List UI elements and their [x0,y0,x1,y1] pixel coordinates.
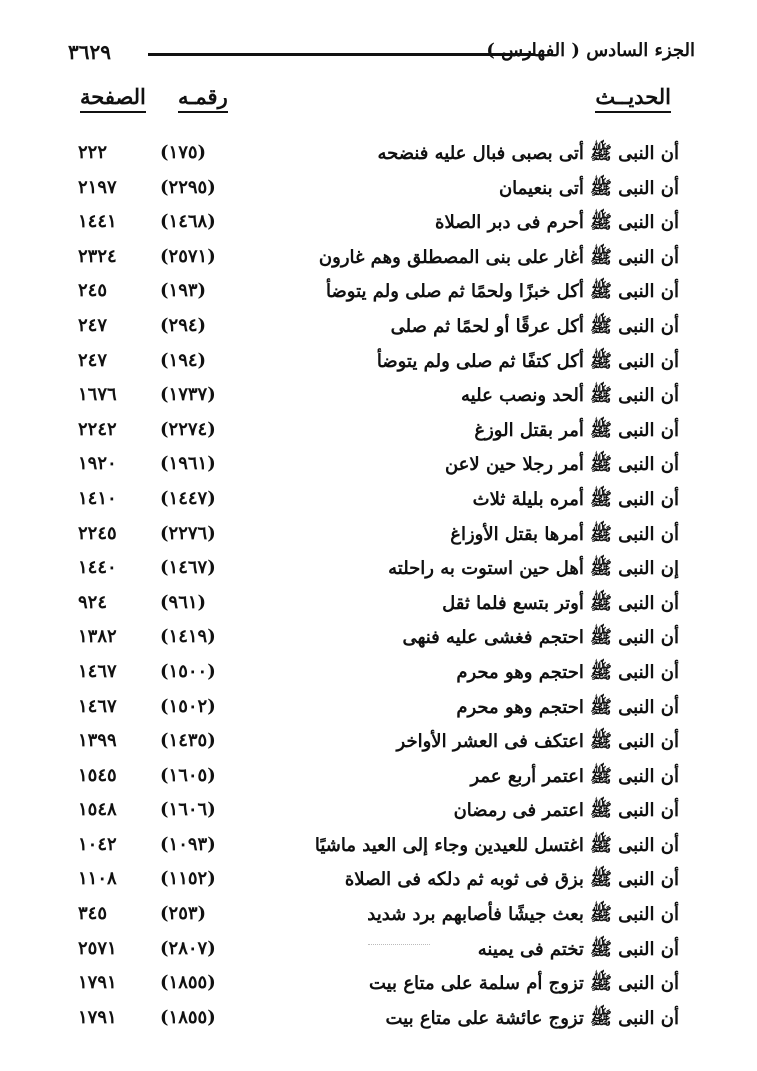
table-row [60,313,679,348]
hadith-text: أن النبى ﷺ أمر بقتل الوزغ [474,419,679,441]
hadith-text: أن النبى ﷺ أمرها بقتل الأوزاغ [450,523,679,545]
hadith-text: أن النبى ﷺ أمر رجلا حين لاعن [444,454,679,476]
faint-dotted-mark [368,944,430,945]
table-row [60,521,679,556]
page-ref: ١٦٧٦ [78,384,117,406]
table-row [60,382,679,417]
column-heading-number: رقمـه [178,84,228,113]
hadith-text: أن النبى ﷺ تختم فى يمينه [477,938,679,960]
hadith-text: أن النبى ﷺ احتجم فغشى عليه فنهى [402,627,679,649]
hadith-number: (١٤٣٥) [160,730,216,752]
page-ref: ١٣٩٩ [78,730,117,752]
hadith-text: أن النبى ﷺ أغار على بنى المصطلق وهم غارون [318,246,679,268]
page-ref: ١٥٤٨ [78,799,117,821]
table-row [60,486,679,521]
page-ref: ٢٢٢ [78,142,108,163]
hadith-text: أن النبى ﷺ أتى بنعيمان [498,177,679,199]
table-row [60,348,679,383]
hadith-text: أن النبى ﷺ أمره بليلة ثلاث [472,488,679,510]
column-heading-page: الصفحة [80,84,146,113]
page-ref: ١٣٨٢ [78,626,117,648]
page-ref: ١٧٩١ [78,972,117,994]
page-ref: ١٠٤٢ [78,833,117,855]
hadith-text: أن النبى ﷺ احتجم وهو محرم [456,661,679,683]
hadith-number: (١٦٠٦) [160,799,216,821]
table-row [60,763,679,798]
hadith-text: أن النبى ﷺ تزوج عائشة على متاع بيت [385,1007,679,1029]
hadith-number: (٢٥٣) [160,903,207,925]
hadith-text: أن النبى ﷺ ألحد ونصب عليه [461,385,679,407]
hadith-number: (١٩٦١) [160,453,216,475]
hadith-text: أن النبى ﷺ أتى بصبى فبال عليه فنضحه [377,143,679,164]
table-row [60,728,679,763]
table-row [60,832,679,867]
page-ref: ١٤٦٧ [78,695,117,717]
hadith-number: (١٨٥٥) [160,1006,216,1028]
page-ref: ٢٤٥ [78,280,108,302]
hadith-number: (٩٦١) [160,591,207,613]
page-ref: ٢٢٤٥ [78,522,117,544]
page-ref: ١٩٢٠ [78,453,117,475]
hadith-text: أن النبى ﷺ بزق فى ثوبه ثم دلكه فى الصلاة [344,869,679,891]
table-row [60,175,679,210]
hadith-text: أن النبى ﷺ أكل عرقًا أو لحمًا ثم صلى [390,315,679,337]
table-row [60,555,679,590]
hadith-number: (٢٢٩٥) [160,176,216,198]
hadith-text: أن النبى ﷺ اعتمر فى رمضان [453,800,679,822]
hadith-text: أن النبى ﷺ اغتسل للعيدين وجاء إلى العيد ماشيًا [314,834,679,856]
hadith-number: (١٥٠٠) [160,660,216,682]
page-ref: ١٥٤٥ [78,764,117,786]
page-ref: ٢١٩٧ [78,176,117,198]
page-ref: ٢٤٧ [78,314,108,336]
page-ref: ١١٠٨ [78,868,117,890]
hadith-text: أن النبى ﷺ تزوج أم سلمة على متاع بيت [368,973,679,995]
hadith-text: أن النبى ﷺ بعث جيشًا فأصابهم برد شديد [367,904,679,926]
page-ref: ٣٤٥ [78,903,108,925]
hadith-number: (١١٥٢) [160,868,216,890]
hadith-number: (١٠٩٣) [160,833,216,855]
header-rule [148,53,535,56]
page-ref: ١٤٤١ [78,211,117,233]
hadith-text: أن النبى ﷺ احتجم وهو محرم [456,696,679,718]
hadith-number: (١٧٣٧) [160,384,216,406]
hadith-number: (١٤٦٧) [160,557,216,579]
hadith-number: (١٤١٩) [160,626,216,648]
hadith-text: أن النبى ﷺ اعتكف فى العشر الأواخر [396,731,679,753]
page-ref: ٩٢٤ [78,591,108,613]
hadith-number: (١٤٤٧) [160,487,216,509]
page-ref: ٢٤٧ [78,349,108,371]
table-row [60,659,679,694]
hadith-number: (١٨٥٥) [160,972,216,994]
table-row [60,417,679,452]
table-row [60,140,679,175]
hadith-number: (١٧٥) [160,142,207,163]
running-title: الجزء السادس ( الفهارس ) [486,40,695,61]
hadith-text: أن النبى ﷺ أكل كتفًا ثم صلى ولم يتوضأ [376,350,679,372]
hadith-number: (٢٢٧٦) [160,522,216,544]
table-row [60,936,679,971]
table-row [60,590,679,625]
hadith-number: (١٤٦٨) [160,211,216,233]
hadith-text: أن النبى ﷺ اعتمر أربع عمر [470,765,679,787]
table-row [60,797,679,832]
hadith-number: (١٩٣) [160,280,207,302]
page-ref: ١٤١٠ [78,487,117,509]
hadith-number: (٢٥٧١) [160,245,216,267]
hadith-number: (١٦٠٥) [160,764,216,786]
table-row [60,278,679,313]
hadith-text: أن النبى ﷺ أوتر بتسع فلما ثقل [442,592,679,614]
page-ref: ٢٢٤٢ [78,418,117,440]
table-row [60,694,679,729]
running-header [68,40,695,66]
hadith-text: إن النبى ﷺ أهل حين استوت به راحلته [388,558,679,580]
table-row [60,866,679,901]
column-heading-hadith: الحديــث [595,84,671,113]
table-row [60,209,679,244]
hadith-text: أن النبى ﷺ أحرم فى دبر الصلاة [435,212,679,234]
index-table [60,140,679,1039]
hadith-number: (٢٨٠٧) [160,937,216,959]
table-row [60,244,679,279]
hadith-text: أن النبى ﷺ أكل خبزًا ولحمًا ثم صلى ولم يتوضأ [326,281,679,303]
page-number: ٣٦٢٩ [68,40,111,64]
table-row [60,1005,679,1040]
table-row [60,624,679,659]
page-ref: ١٤٦٧ [78,660,117,682]
table-row [60,970,679,1005]
hadith-number: (٢٢٧٤) [160,418,216,440]
hadith-number: (٢٩٤) [160,314,207,336]
table-row [60,901,679,936]
hadith-number: (١٩٤) [160,349,207,371]
page-ref: ٢٣٢٤ [78,245,117,267]
page-ref: ١٧٩١ [78,1006,117,1028]
hadith-number: (١٥٠٢) [160,695,216,717]
page-ref: ٢٥٧١ [78,937,117,959]
table-row [60,451,679,486]
page-ref: ١٤٤٠ [78,557,117,579]
